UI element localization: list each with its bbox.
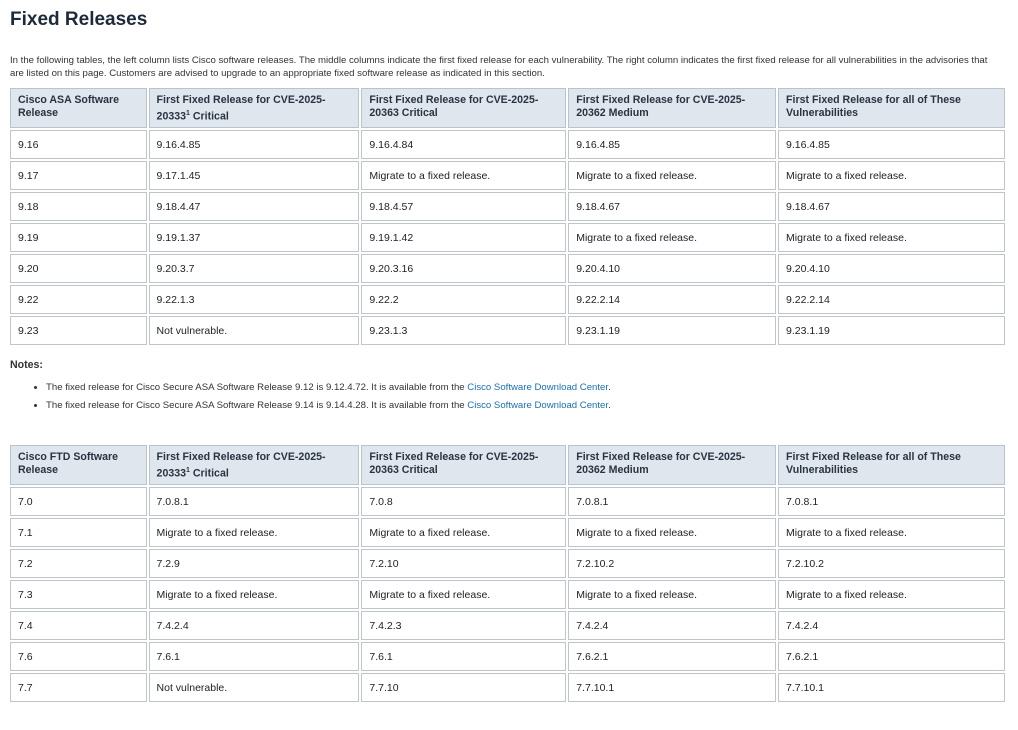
fixed-release-cell: 9.20.3.7 (149, 254, 360, 283)
table-header-row (10, 445, 1005, 485)
fixed-release-cell: 7.0.8.1 (778, 487, 1005, 516)
release-cell: 9.23 (10, 316, 147, 345)
fixed-release-cell: Migrate to a fixed release. (149, 518, 360, 547)
fixed-release-cell: 7.2.10 (361, 549, 566, 578)
fixed-release-cell: Migrate to a fixed release. (149, 580, 360, 609)
header-cve-20333 (149, 445, 360, 485)
fixed-release-cell: 7.7.10.1 (778, 673, 1005, 702)
fixed-release-cell: Migrate to a fixed release. (361, 161, 566, 190)
release-cell: 9.16 (10, 130, 147, 159)
note-item (46, 379, 1008, 397)
fixed-release-cell: 7.4.2.4 (149, 611, 360, 640)
table-row (10, 642, 1005, 671)
fixed-release-cell: 9.22.1.3 (149, 285, 360, 314)
header-all-vulnerabilities: First Fixed Release for all of These Vulnerabilities (778, 445, 1005, 485)
note-item (46, 397, 1008, 415)
header-cve-20362: First Fixed Release for CVE-2025-20362 Medium (568, 445, 776, 485)
fixed-release-cell: 7.0.8 (361, 487, 566, 516)
fixed-release-cell: Migrate to a fixed release. (568, 161, 776, 190)
release-cell: 9.20 (10, 254, 147, 283)
footnote-marker: 1 (186, 467, 190, 474)
fixed-release-cell: Migrate to a fixed release. (568, 223, 776, 252)
table-row (10, 673, 1005, 702)
download-center-link[interactable]: Cisco Software Download Center (467, 400, 609, 411)
note-text: The fixed release for Cisco Secure ASA Software Release 9.12 is 9.12.4.72. It is available from the (46, 382, 468, 393)
fixed-release-cell: 9.20.4.10 (778, 254, 1005, 283)
table-row (10, 549, 1005, 578)
fixed-release-cell: 7.2.10.2 (568, 549, 776, 578)
table-row (10, 611, 1005, 640)
fixed-release-cell: 9.23.1.19 (778, 316, 1005, 345)
note-text: The fixed release for Cisco Secure ASA Software Release 9.14 is 9.14.4.28. It is available from the (46, 400, 468, 411)
fixed-release-cell: 9.16.4.84 (361, 130, 566, 159)
notes-title: Notes: (10, 359, 43, 371)
fixed-release-cell: 9.16.4.85 (778, 130, 1005, 159)
notes-list (10, 379, 1008, 415)
fixed-release-cell: 9.19.1.37 (149, 223, 360, 252)
header-release: Cisco ASA Software Release (10, 88, 147, 128)
fixed-release-cell: Not vulnerable. (149, 673, 360, 702)
release-cell: 7.0 (10, 487, 147, 516)
ftd-table-body (10, 487, 1005, 702)
page-title: Fixed Releases (10, 9, 148, 30)
release-cell: 9.19 (10, 223, 147, 252)
fixed-release-cell: 7.7.10.1 (568, 673, 776, 702)
fixed-release-cell: 9.23.1.3 (361, 316, 566, 345)
table-header-row (10, 88, 1005, 128)
fixed-release-cell: 7.4.2.4 (778, 611, 1005, 640)
footnote-marker: 1 (186, 110, 190, 117)
header-cve-20333-text: First Fixed Release for CVE-2025-20333 (156, 451, 326, 480)
release-cell: 7.3 (10, 580, 147, 609)
fixed-release-cell: 7.2.10.2 (778, 549, 1005, 578)
table-row (10, 518, 1005, 547)
fixed-release-cell: 9.18.4.67 (568, 192, 776, 221)
fixed-release-cell: Migrate to a fixed release. (568, 580, 776, 609)
fixed-release-cell: 7.6.2.1 (568, 642, 776, 671)
fixed-release-cell: 9.20.3.16 (361, 254, 566, 283)
fixed-release-cell: Migrate to a fixed release. (778, 161, 1005, 190)
fixed-release-cell: 9.22.2.14 (568, 285, 776, 314)
fixed-release-cell: Not vulnerable. (149, 316, 360, 345)
release-cell: 9.17 (10, 161, 147, 190)
fixed-release-cell: 9.16.4.85 (568, 130, 776, 159)
fixed-release-cell: 7.0.8.1 (149, 487, 360, 516)
fixed-release-cell: 9.22.2.14 (778, 285, 1005, 314)
fixed-release-cell: Migrate to a fixed release. (361, 518, 566, 547)
fixed-release-cell: Migrate to a fixed release. (778, 580, 1005, 609)
fixed-release-cell: 7.6.2.1 (778, 642, 1005, 671)
release-cell: 7.1 (10, 518, 147, 547)
fixed-release-cell: 9.18.4.47 (149, 192, 360, 221)
header-all-vulnerabilities: First Fixed Release for all of These Vulnerabilities (778, 88, 1005, 128)
release-cell: 7.4 (10, 611, 147, 640)
fixed-release-cell: Migrate to a fixed release. (778, 518, 1005, 547)
table-row (10, 223, 1005, 252)
fixed-release-cell: Migrate to a fixed release. (361, 580, 566, 609)
fixed-release-cell: 7.0.8.1 (568, 487, 776, 516)
table-row (10, 487, 1005, 516)
table-row (10, 285, 1005, 314)
fixed-release-cell: 9.19.1.42 (361, 223, 566, 252)
note-end: . (608, 382, 611, 393)
header-cve-20363: First Fixed Release for CVE-2025-20363 Critical (361, 445, 566, 485)
header-cve-20362: First Fixed Release for CVE-2025-20362 Medium (568, 88, 776, 128)
asa-fixed-releases-table (8, 86, 1007, 347)
fixed-release-cell: 9.17.1.45 (149, 161, 360, 190)
ftd-fixed-releases-table (8, 443, 1007, 704)
release-cell: 7.7 (10, 673, 147, 702)
asa-table-body (10, 130, 1005, 345)
table-row (10, 316, 1005, 345)
fixed-release-cell: 9.18.4.57 (361, 192, 566, 221)
fixed-release-cell: 7.4.2.3 (361, 611, 566, 640)
fixed-release-cell: 7.6.1 (149, 642, 360, 671)
fixed-release-cell: 9.16.4.85 (149, 130, 360, 159)
table-row (10, 254, 1005, 283)
fixed-release-cell: 7.7.10 (361, 673, 566, 702)
header-cve-20333-severity: Critical (189, 467, 229, 480)
fixed-release-cell: Migrate to a fixed release. (568, 518, 776, 547)
table-row (10, 161, 1005, 190)
release-cell: 9.22 (10, 285, 147, 314)
fixed-release-cell: 9.18.4.67 (778, 192, 1005, 221)
release-cell: 7.2 (10, 549, 147, 578)
download-center-link[interactable]: Cisco Software Download Center (467, 382, 609, 393)
fixed-release-cell: 7.4.2.4 (568, 611, 776, 640)
fixed-release-cell: 7.6.1 (361, 642, 566, 671)
fixed-release-cell: 9.22.2 (361, 285, 566, 314)
header-cve-20333-severity: Critical (189, 110, 229, 123)
header-cve-20363: First Fixed Release for CVE-2025-20363 Critical (361, 88, 566, 128)
table-row (10, 580, 1005, 609)
header-release: Cisco FTD Software Release (10, 445, 147, 485)
fixed-release-cell: 7.2.9 (149, 549, 360, 578)
release-cell: 9.18 (10, 192, 147, 221)
header-cve-20333 (149, 88, 360, 128)
table-row (10, 192, 1005, 221)
release-cell: 7.6 (10, 642, 147, 671)
header-cve-20333-text: First Fixed Release for CVE-2025-20333 (156, 94, 326, 123)
intro-paragraph: In the following tables, the left column lists Cisco software releases. The middle columns indicate the first fixed release for each vulnerability. The right column indicates the first fixed release for all vulnerabilities in the advisories that are listed on this page. Customers are advised to upgrade to an appropriate fixed software release as indicated in this section. (10, 55, 988, 79)
note-end: . (608, 400, 611, 411)
fixed-release-cell: 9.20.4.10 (568, 254, 776, 283)
table-row (10, 130, 1005, 159)
fixed-release-cell: 9.23.1.19 (568, 316, 776, 345)
fixed-release-cell: Migrate to a fixed release. (778, 223, 1005, 252)
